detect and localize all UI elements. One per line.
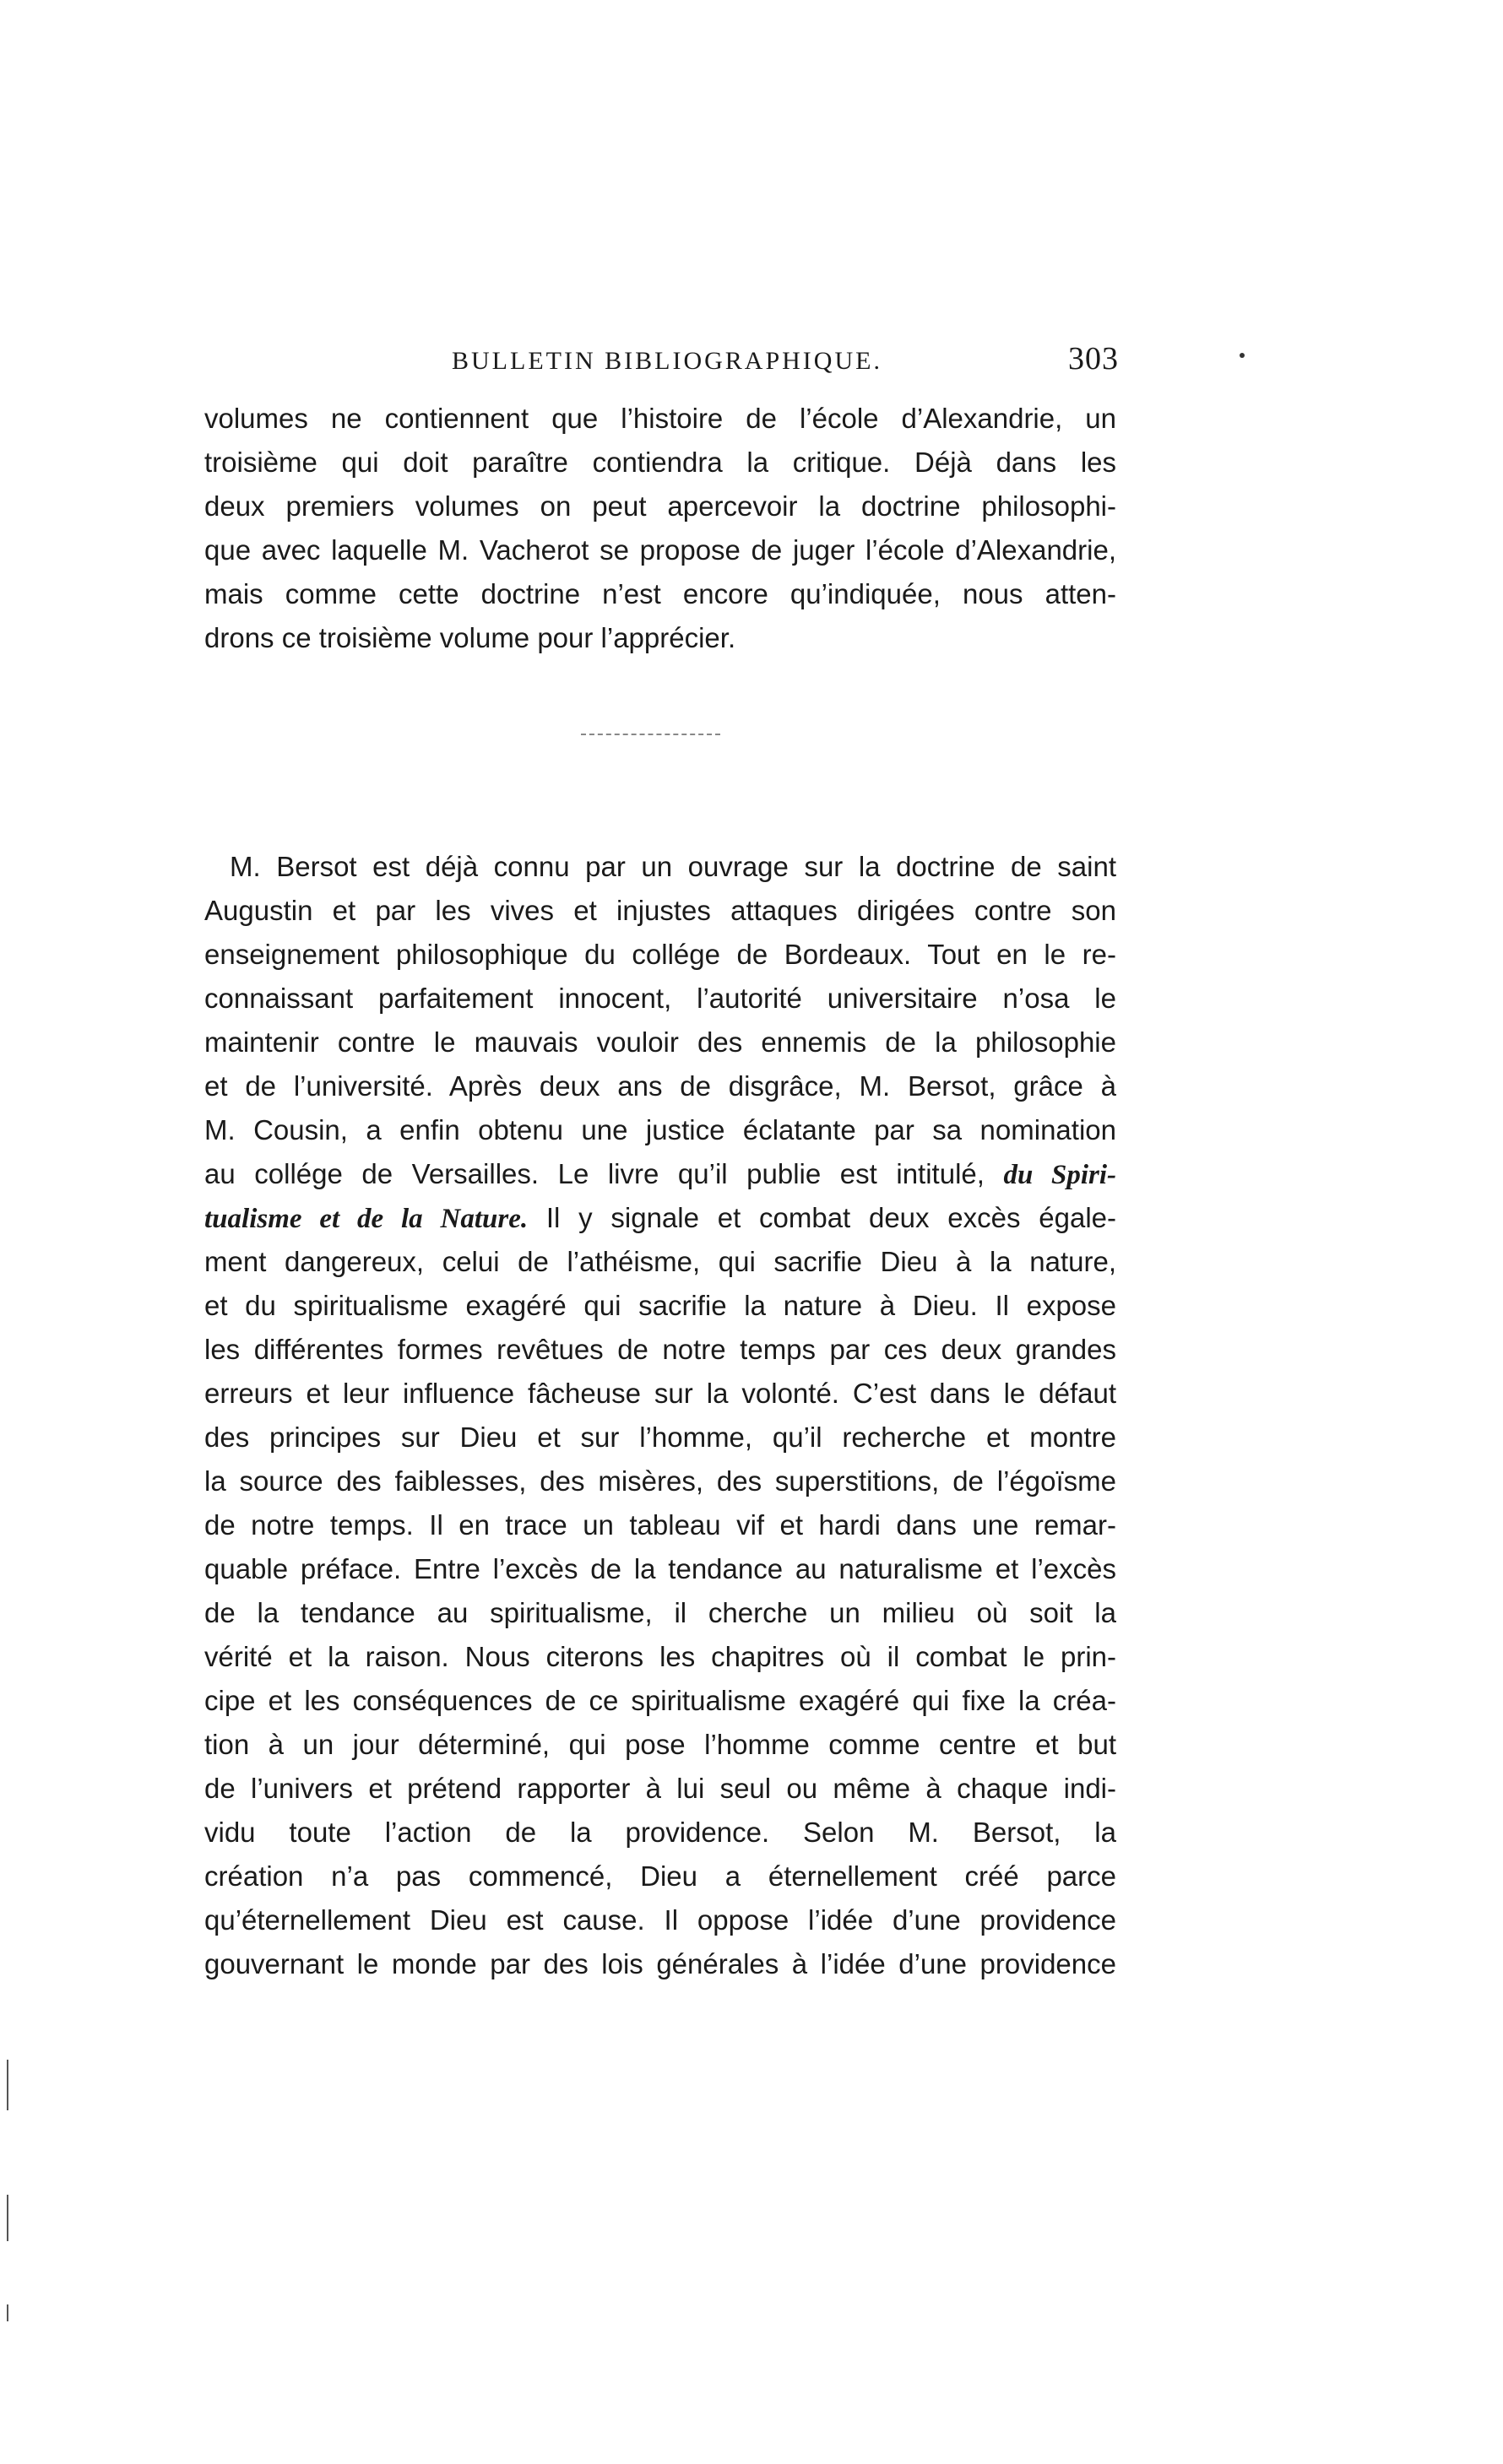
text-line: cipe et les conséquences de ce spiritualisme exagéré qui fixe la créa-: [204, 1685, 1116, 1716]
text-line: troisième qui doit paraître contiendra la critique. Déjà dans les: [204, 447, 1116, 478]
book-title-part-2: tualisme et de la Nature.: [204, 1204, 529, 1234]
text-line: erreurs et leur influence fâcheuse sur la volonté. C’est dans le défaut: [204, 1378, 1116, 1409]
text-line: que avec laquelle M. Vacherot se propose de juger l’école d’Alexandrie,: [204, 534, 1116, 566]
text-line: création n’a pas commencé, Dieu a éternellement créé parce: [204, 1860, 1116, 1892]
text-line: Augustin et par les vives et injustes attaques dirigées contre son: [204, 895, 1116, 926]
text-fragment: au collége de Versailles. Le livre qu’il publie est intitulé,: [204, 1158, 1004, 1189]
text-line: mais comme cette doctrine n’est encore qu’indiquée, nous atten-: [204, 578, 1116, 609]
text-line: M. Bersot est déjà connu par un ouvrage sur la doctrine de saint: [230, 851, 1116, 882]
scan-edge-mark: [7, 2060, 8, 2110]
paragraph-1: [204, 397, 1116, 660]
scan-edge-mark: [7, 2195, 8, 2241]
text-line: M. Cousin, a enfin obtenu une justice éclatante par sa nomination: [204, 1114, 1116, 1145]
text-line: de la tendance au spiritualisme, il cherche un milieu où soit la: [204, 1597, 1116, 1628]
text-line: et de l’université. Après deux ans de disgrâce, M. Bersot, grâce à: [204, 1070, 1116, 1102]
book-title-part-1: du Spiri-: [1003, 1160, 1116, 1190]
text-line: vérité et la raison. Nous citerons les chapitres où il combat le prin-: [204, 1641, 1116, 1672]
paragraph-2: [204, 845, 1116, 1986]
text-line: ment dangereux, celui de l’athéisme, qui sacrifie Dieu à la nature,: [204, 1246, 1116, 1277]
running-head-title: BULLETIN BIBLIOGRAPHIQUE.: [452, 347, 882, 375]
text-line: enseignement philosophique du collége de Bordeaux. Tout en le re-: [204, 939, 1116, 970]
text-line: les différentes formes revêtues de notre temps par ces deux grandes: [204, 1334, 1116, 1365]
page-number: 303: [1068, 341, 1119, 376]
text-line-with-title: [204, 1196, 1116, 1240]
text-line: quable préface. Entre l’excès de la tendance au naturalisme et l’excès: [204, 1553, 1116, 1584]
text-line: de l’univers et prétend rapporter à lui seul ou même à chaque indi-: [204, 1773, 1116, 1804]
text-line: qu’éternellement Dieu est cause. Il oppose l’idée d’une providence: [204, 1904, 1116, 1936]
text-line: de notre temps. Il en trace un tableau vif et hardi dans une remar-: [204, 1509, 1116, 1541]
text-line: deux premiers volumes on peut apercevoir la doctrine philosophi-: [204, 490, 1116, 522]
running-head: [452, 340, 1119, 382]
text-line: gouvernant le monde par des lois générales à l’idée d’une providence: [204, 1948, 1116, 1979]
text-line: maintenir contre le mauvais vouloir des ennemis de la philosophie: [204, 1026, 1116, 1058]
text-line: volumes ne contiennent que l’histoire de l’école d’Alexandrie, un: [204, 403, 1116, 434]
text-line: connaissant parfaitement innocent, l’autorité universitaire n’osa le: [204, 983, 1116, 1014]
text-fragment: Il y signale et combat deux excès égale-: [528, 1202, 1116, 1233]
margin-mark: [1240, 353, 1245, 358]
section-separator: [581, 734, 720, 735]
text-line: vidu toute l’action de la providence. Selon M. Bersot, la: [204, 1817, 1116, 1848]
text-line: et du spiritualisme exagéré qui sacrifie la nature à Dieu. Il expose: [204, 1290, 1116, 1321]
text-line: tion à un jour déterminé, qui pose l’homme comme centre et but: [204, 1729, 1116, 1760]
text-line: drons ce troisième volume pour l’apprécier.: [204, 622, 736, 653]
text-line-with-title: [204, 1152, 1116, 1196]
scan-edge-mark: [7, 2304, 8, 2321]
text-line: la source des faiblesses, des misères, des superstitions, de l’égoïsme: [204, 1465, 1116, 1497]
text-line: des principes sur Dieu et sur l’homme, qu’il recherche et montre: [204, 1422, 1116, 1453]
